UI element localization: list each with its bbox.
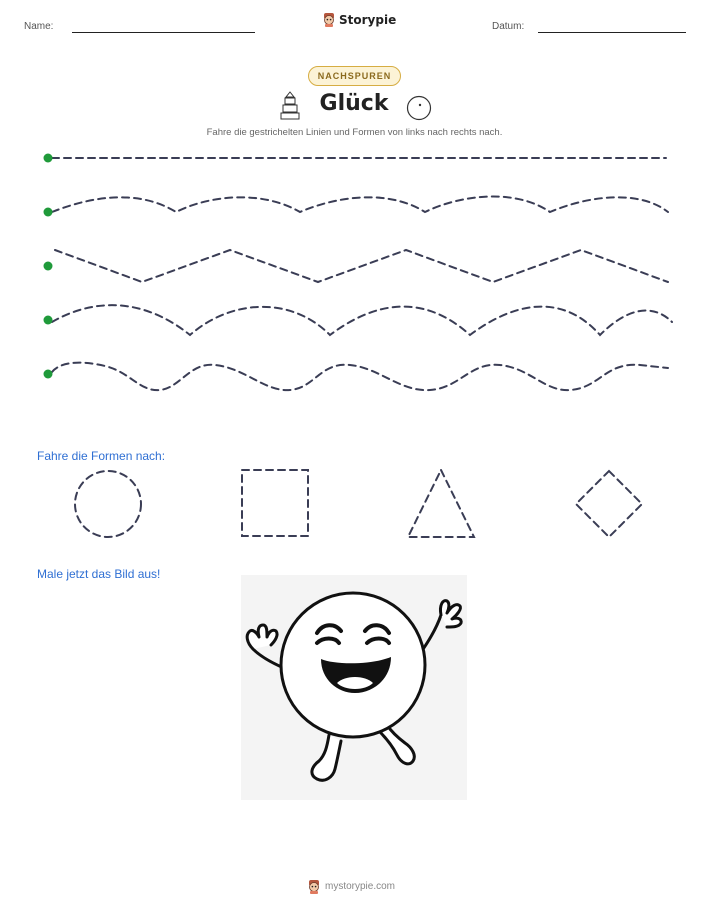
- instructions-text: Fahre die gestrichelten Linien und Formen von links nach rechts nach.: [206, 127, 503, 138]
- brand-logo: [322, 12, 396, 27]
- smiley-doodle-icon: [405, 94, 433, 122]
- shapes-heading: Fahre die Formen nach:: [37, 449, 166, 463]
- shape-tracing-area: [0, 465, 709, 545]
- brand-name: Storypie: [339, 12, 397, 27]
- footer-url[interactable]: mystorypie.com: [325, 881, 396, 892]
- date-label: Datum:: [492, 21, 525, 32]
- start-dot: [44, 316, 53, 325]
- start-dot: [44, 208, 53, 217]
- start-dot: [44, 262, 53, 271]
- tracing-line-wave-large[interactable]: [52, 305, 672, 335]
- nachspuren-badge: NACHSPUREN: [308, 66, 401, 86]
- name-line[interactable]: [72, 32, 255, 33]
- storypie-mascot-icon: [322, 12, 336, 27]
- footer: [307, 879, 395, 894]
- tracing-line-wave[interactable]: [52, 197, 668, 212]
- worksheet-title: Glück: [319, 91, 389, 116]
- storypie-mascot-icon: [307, 879, 321, 894]
- coloring-picture[interactable]: [241, 575, 467, 800]
- square-icon[interactable]: [242, 470, 308, 536]
- stacked-blocks-icon: [280, 90, 300, 120]
- diamond-icon[interactable]: [576, 471, 642, 537]
- name-label: Name:: [24, 21, 54, 32]
- start-dot: [44, 370, 53, 379]
- coloring-heading: Male jetzt das Bild aus!: [37, 567, 161, 581]
- tracing-line-bumps[interactable]: [52, 363, 668, 391]
- tracing-line-zigzag[interactable]: [55, 250, 668, 282]
- start-dot: [44, 154, 53, 163]
- circle-icon[interactable]: [75, 471, 141, 537]
- tracing-lines: [0, 140, 709, 400]
- date-line[interactable]: [538, 32, 686, 33]
- triangle-icon[interactable]: [408, 470, 474, 537]
- happy-ball-character-icon: [241, 575, 467, 800]
